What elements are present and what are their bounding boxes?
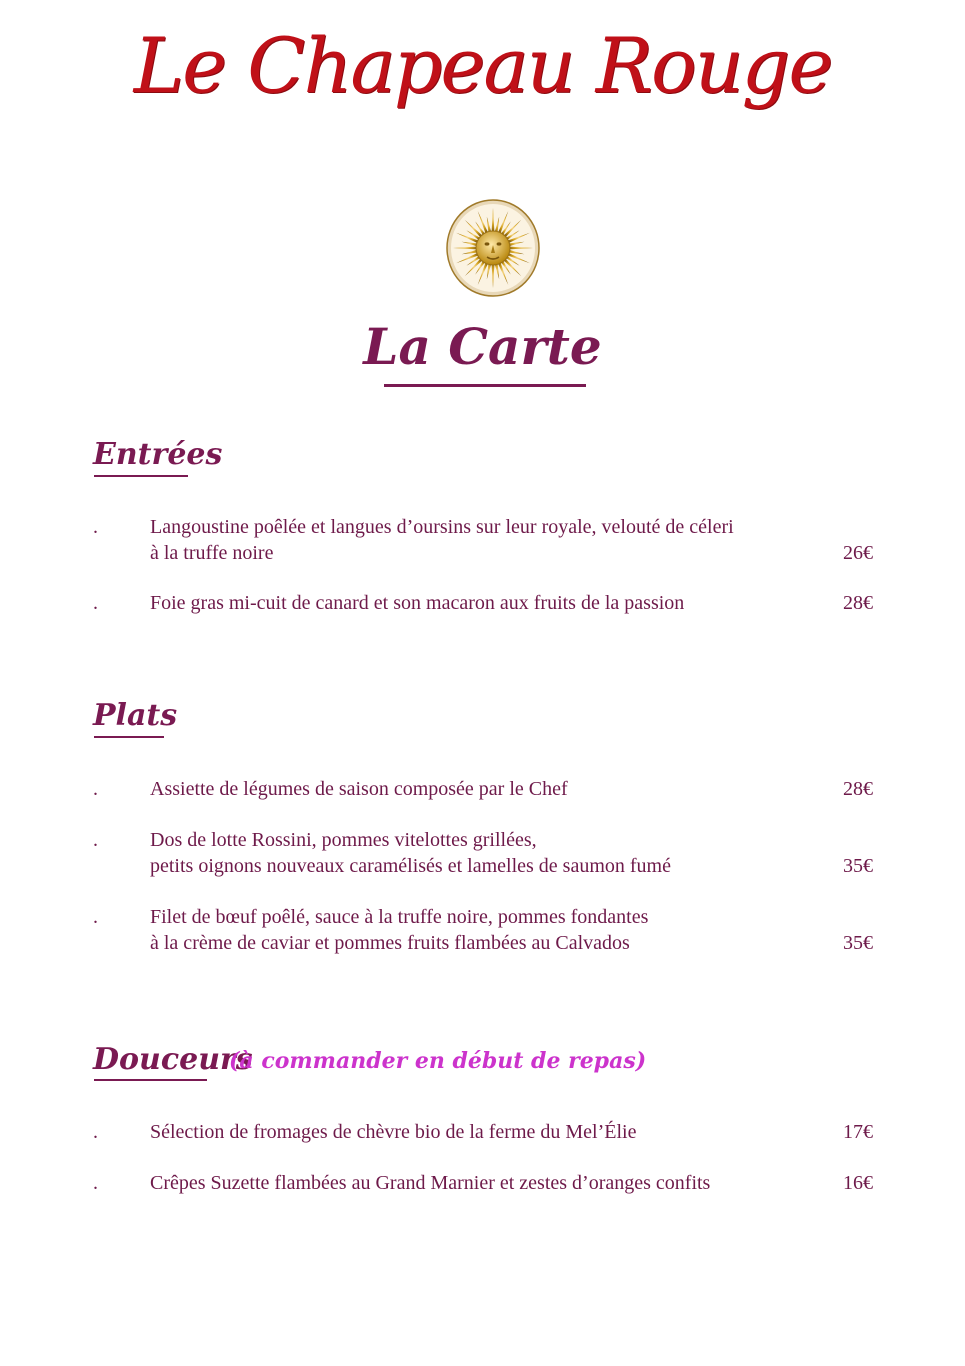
menu-item: [0, 827, 965, 879]
menu-item: [0, 904, 965, 956]
item-description: Crêpes Suzette flambées au Grand Marnier et zestes d’oranges confits: [150, 1172, 711, 1194]
item-price: 16€: [843, 1172, 873, 1194]
item-bullet: .: [93, 1121, 98, 1143]
item-bullet: .: [93, 906, 98, 928]
section-title-plats: Plats: [93, 698, 178, 733]
section-note-douceurs: (à commander en début de repas): [229, 1048, 647, 1074]
section-underline-douceurs: [94, 1079, 207, 1081]
item-description: Assiette de légumes de saison composée par le Chef: [150, 778, 568, 800]
item-bullet: .: [93, 516, 98, 538]
item-bullet: .: [93, 829, 98, 851]
item-description: Dos de lotte Rossini, pommes vitelottes grillées, petits oignons nouveaux caramélisés et lamelles de saumon fumé: [150, 829, 671, 877]
sun-king-emblem-icon: [446, 199, 540, 297]
item-price: 35€: [843, 932, 873, 954]
item-price: 26€: [843, 542, 873, 564]
menu-item: [0, 514, 965, 566]
menu-item: [0, 776, 965, 802]
menu-item: [0, 590, 965, 616]
section-underline-plats: [94, 736, 164, 738]
menu-item: [0, 1119, 965, 1145]
section-underline-entrees: [94, 475, 188, 477]
item-price: 28€: [843, 778, 873, 800]
menu-item: [0, 1170, 965, 1196]
item-description: Foie gras mi-cuit de canard et son macaron aux fruits de la passion: [150, 592, 685, 614]
item-description: Sélection de fromages de chèvre bio de la ferme du Mel’Élie: [150, 1121, 637, 1143]
item-bullet: .: [93, 1172, 98, 1194]
item-description: Langoustine poêlée et langues d’oursins sur leur royale, velouté de céleri à la truffe noire: [150, 516, 734, 564]
menu-title: La Carte: [363, 317, 602, 376]
menu-title-underline: [384, 384, 586, 387]
item-price: 35€: [843, 855, 873, 877]
section-title-douceurs: Douceurs: [93, 1042, 253, 1077]
item-description: Filet de bœuf poêlé, sauce à la truffe noire, pommes fondantes à la crème de caviar et pommes fruits flambées au Calvados: [150, 906, 649, 954]
item-bullet: .: [93, 592, 98, 614]
item-price: 28€: [843, 592, 873, 614]
item-bullet: .: [93, 778, 98, 800]
section-title-entrees: Entrées: [93, 437, 223, 472]
item-price: 17€: [843, 1121, 873, 1143]
restaurant-name: Le Chapeau Rouge: [133, 21, 832, 110]
